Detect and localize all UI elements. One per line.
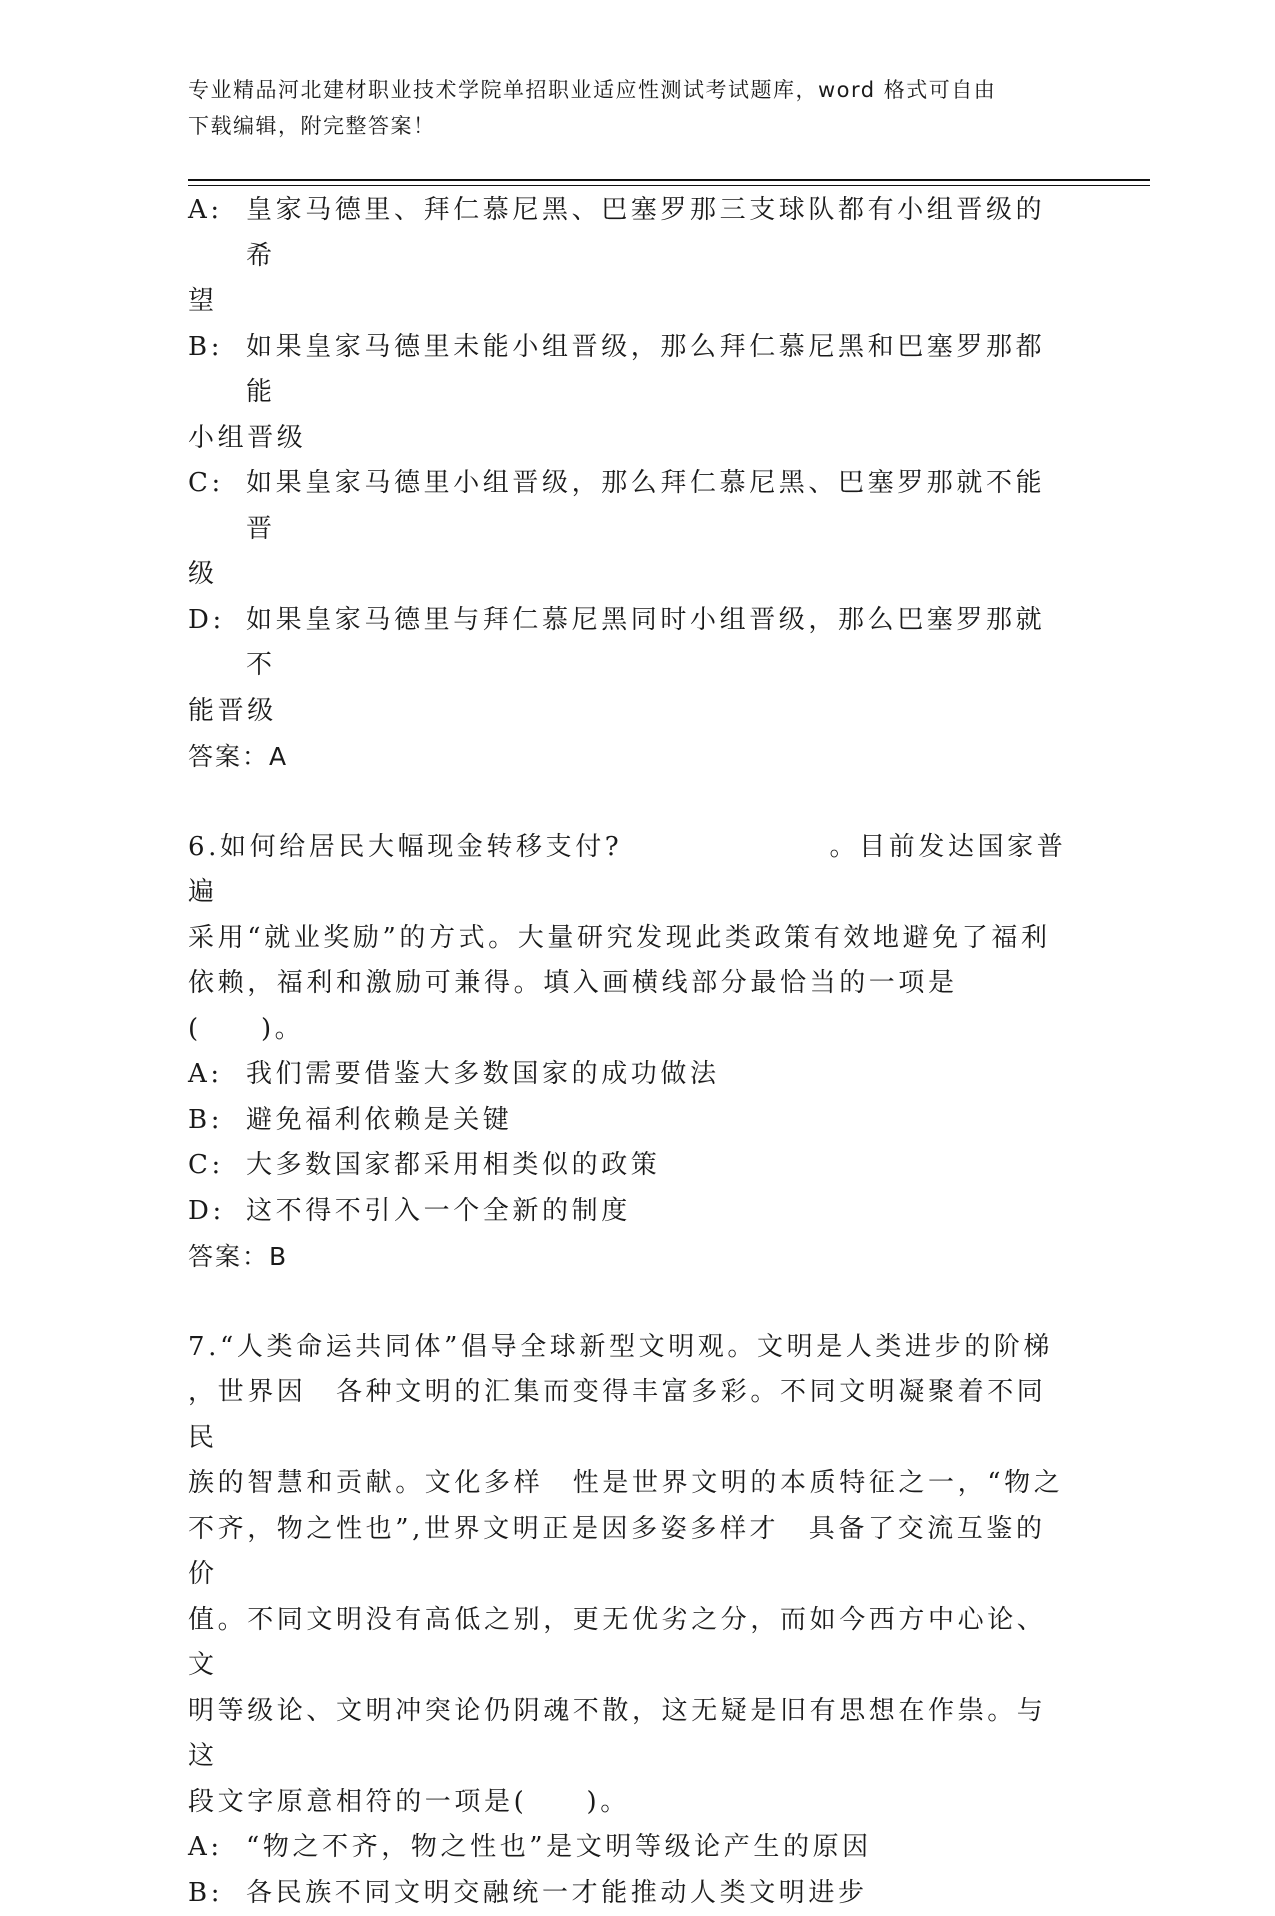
stem-line: 段文字原意相符的一项是( )。: [188, 1780, 1068, 1826]
option-b-continuation: 小组晋级: [188, 416, 1068, 462]
option-b: [188, 1098, 1068, 1144]
option-letter: B:: [188, 1098, 246, 1144]
header-line-2: 下载编辑，附完整答案！: [188, 108, 1068, 144]
option-a: [188, 1052, 1068, 1098]
header-rule-thick: [188, 179, 1150, 181]
stem-line: 6.如何给居民大幅现金转移支付? 。目前发达国家普遍: [188, 825, 1068, 916]
option-text: 我们需要借鉴大多数国家的成功做法: [246, 1052, 1068, 1098]
option-c: [188, 1143, 1068, 1189]
option-b: [188, 325, 1068, 416]
stem-line: 明等级论、文明冲突论仍阴魂不散，这无疑是旧有思想在作祟。与这: [188, 1689, 1068, 1780]
stem-line: 族的智慧和贡献。文化多样 性是世界文明的本质特征之一，“物之: [188, 1461, 1068, 1507]
question-7-stem: [188, 1325, 1068, 1826]
option-text-line-1: 皇家马德里、拜仁慕尼黑、巴塞罗那三支球队都有小组晋级的希: [246, 195, 1045, 271]
question-6-stem: [188, 825, 1068, 1053]
option-text: [246, 188, 1068, 279]
question-5-options: [188, 188, 1068, 780]
option-b: [188, 1871, 1068, 1916]
stem-line: 值。不同文明没有高低之别，更无优劣之分，而如今西方中心论、文: [188, 1598, 1068, 1689]
option-text: 大多数国家都采用相类似的政策: [246, 1143, 1068, 1189]
option-d-continuation: 能晋级: [188, 689, 1068, 735]
header-line-1: 专业精品河北建材职业技术学院单招职业适应性测试考试题库，word 格式可自由: [188, 72, 1068, 108]
document-body: [188, 188, 1068, 1916]
option-a: [188, 188, 1068, 279]
option-text: 避免福利依赖是关键: [246, 1098, 1068, 1144]
option-letter: B:: [188, 1871, 246, 1916]
option-a: [188, 1825, 1068, 1871]
option-text: [246, 461, 1068, 552]
stem-line: ，世界因 各种文明的汇集而变得丰富多彩。不同文明凝聚着不同民: [188, 1370, 1068, 1461]
option-text-line-1: 如果皇家马德里小组晋级，那么拜仁慕尼黑、巴塞罗那就不能晋: [246, 468, 1045, 544]
stem-line: 依赖，福利和激励可兼得。填入画横线部分最恰当的一项是( )。: [188, 961, 1068, 1052]
option-letter: A:: [188, 188, 246, 234]
option-text: [246, 598, 1068, 689]
option-text-line-1: 如果皇家马德里未能小组晋级，那么拜仁慕尼黑和巴塞罗那都能: [246, 332, 1045, 408]
option-d: [188, 1189, 1068, 1235]
option-letter: C:: [188, 1143, 246, 1189]
header-rule-thin: [188, 185, 1150, 186]
option-text-line-1: 如果皇家马德里与拜仁慕尼黑同时小组晋级，那么巴塞罗那就不: [246, 605, 1045, 681]
spacer: [188, 1280, 1068, 1325]
option-letter: C:: [188, 461, 246, 507]
option-letter: D:: [188, 598, 246, 644]
option-c: [188, 461, 1068, 552]
option-text: 各民族不同文明交融统一才能推动人类文明进步: [246, 1871, 1068, 1916]
option-text: 这不得不引入一个全新的制度: [246, 1189, 1068, 1235]
option-letter: D:: [188, 1189, 246, 1235]
page-header: [188, 72, 1068, 144]
option-text: “物之不齐，物之性也”是文明等级论产生的原因: [246, 1825, 1068, 1871]
option-a-continuation: 望: [188, 279, 1068, 325]
stem-line: 7.“人类命运共同体”倡导全球新型文明观。文明是人类进步的阶梯: [188, 1325, 1068, 1371]
stem-line: 不齐，物之性也”,世界文明正是因多姿多样才 具备了交流互鉴的价: [188, 1507, 1068, 1598]
option-letter: B:: [188, 325, 246, 371]
option-d: [188, 598, 1068, 689]
option-letter: A:: [188, 1052, 246, 1098]
answer-6: 答案：B: [188, 1234, 1068, 1280]
option-letter: A:: [188, 1825, 246, 1871]
spacer: [188, 780, 1068, 825]
question-7: [188, 1325, 1068, 1916]
option-text: [246, 325, 1068, 416]
question-6: [188, 825, 1068, 1280]
stem-line: 采用“就业奖励”的方式。大量研究发现此类政策有效地避免了福利: [188, 916, 1068, 962]
answer-5: 答案：A: [188, 734, 1068, 780]
option-c-continuation: 级: [188, 552, 1068, 598]
